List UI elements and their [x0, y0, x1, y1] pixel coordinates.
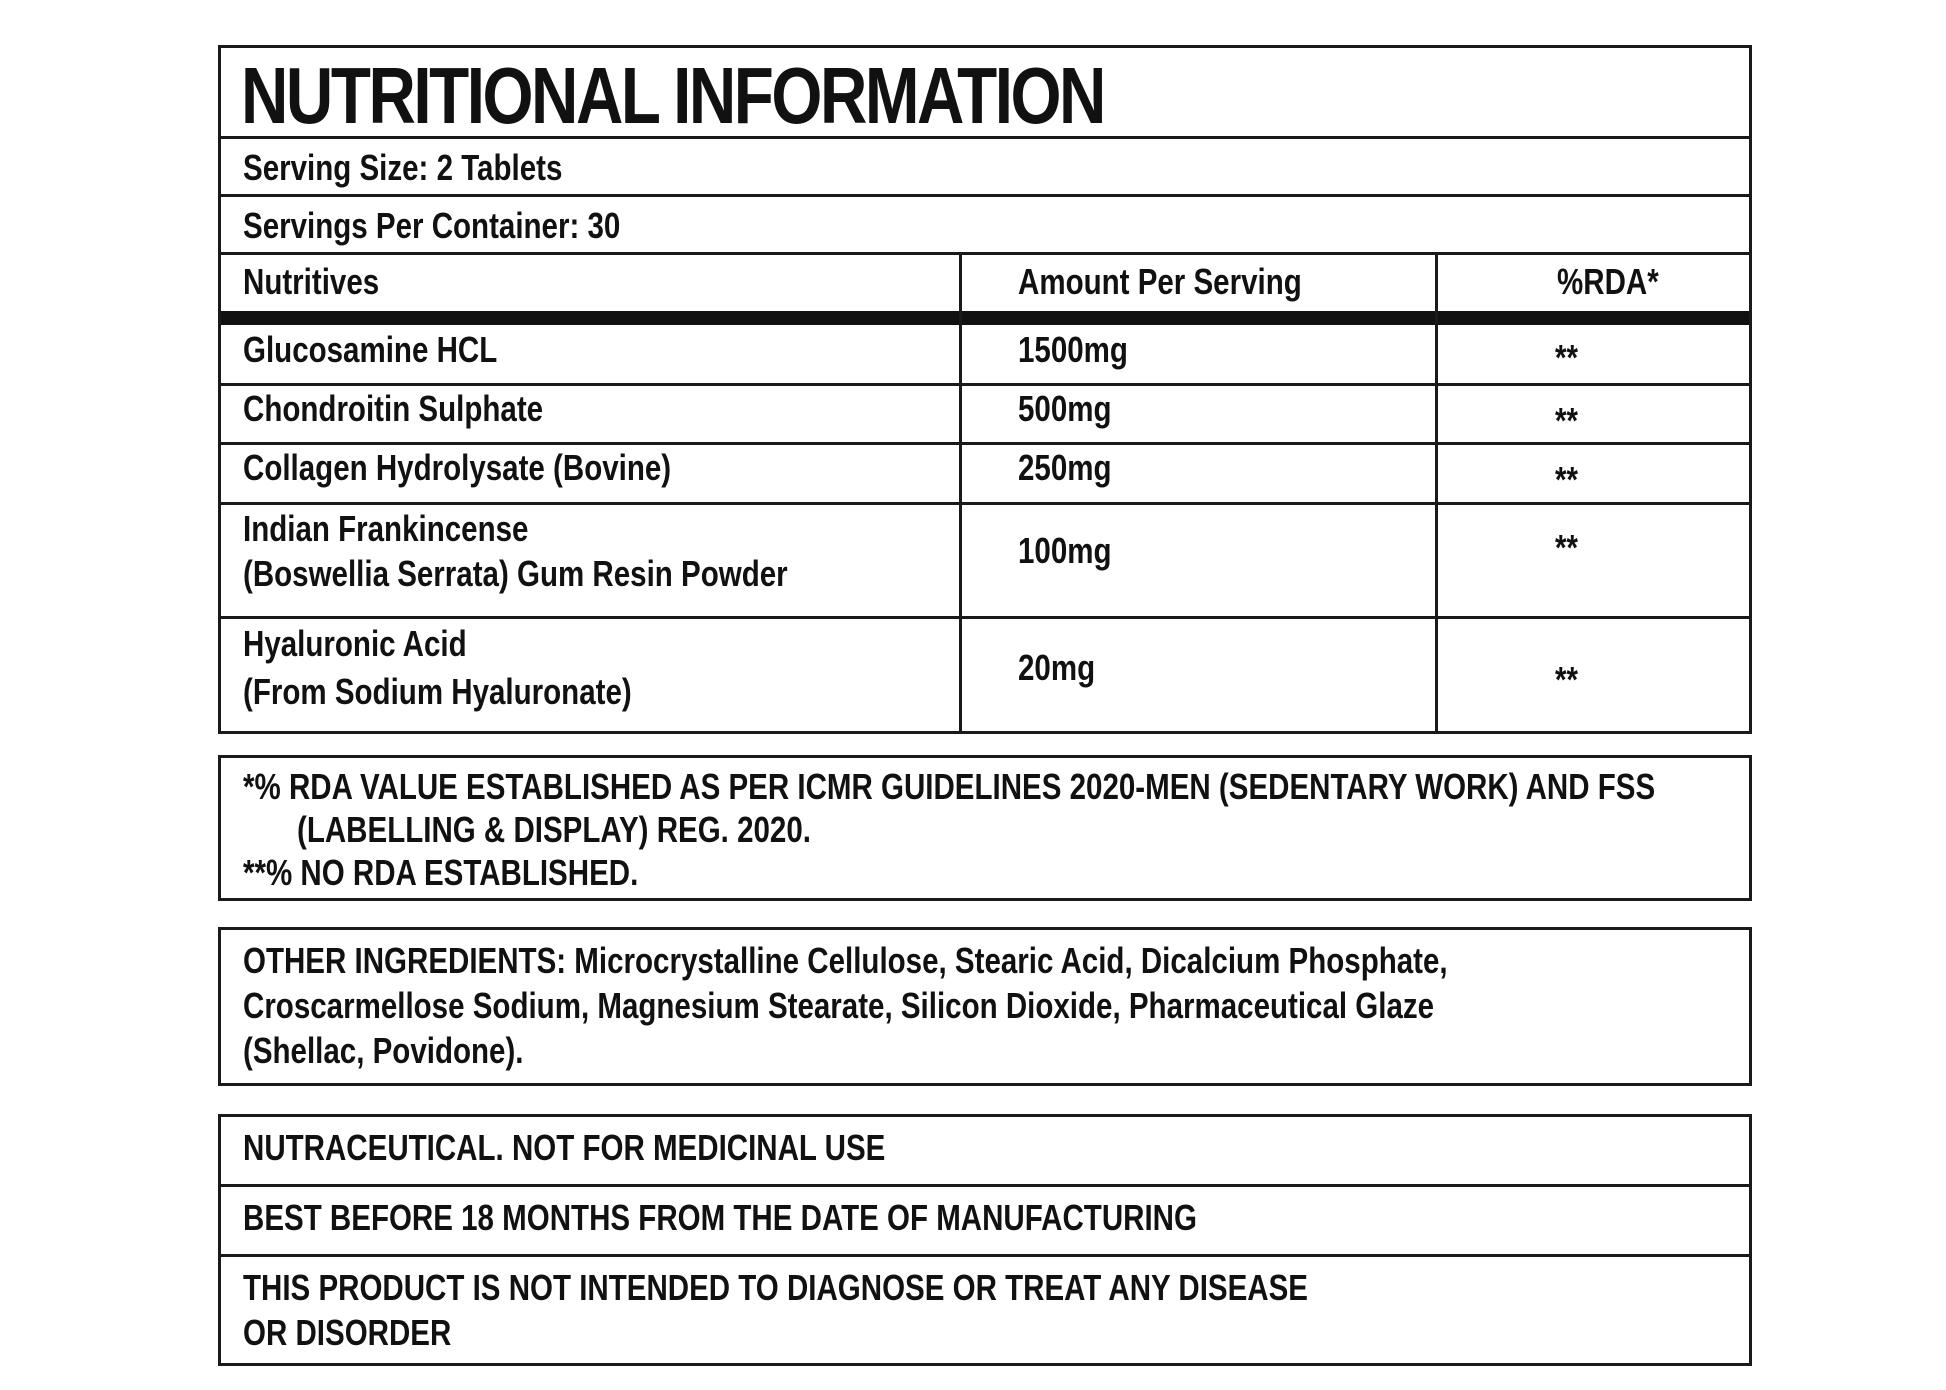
nutrient-amount: 20mg	[1018, 647, 1096, 688]
serving-size: Serving Size: 2 Tablets	[243, 147, 563, 188]
rda-note-line: (LABELLING & DISPLAY) REG. 2020.	[297, 809, 811, 850]
panel-title: NUTRITIONAL INFORMATION	[241, 51, 1104, 140]
serving-size-row	[221, 139, 1749, 197]
table-header-row	[221, 255, 1749, 311]
nutrient-name: Collagen Hydrolysate (Bovine)	[243, 447, 672, 488]
column-header-rda: %RDA*	[1557, 261, 1659, 302]
table-row	[221, 445, 1749, 505]
column-divider	[1435, 255, 1438, 734]
rda-note-line: *% RDA VALUE ESTABLISHED AS PER ICMR GUIDELINES 2020-MEN (SEDENTARY WORK) AND FSS	[243, 766, 1656, 807]
disclaimer-row	[221, 1257, 1749, 1363]
disclaimer-text-continued: OR DISORDER	[243, 1312, 452, 1353]
table-row	[221, 386, 1749, 445]
nutrient-name-continued: (From Sodium Hyaluronate)	[243, 671, 632, 712]
other-ingredients-line: Croscarmellose Sodium, Magnesium Stearate, Silicon Dioxide, Pharmaceutical Glaze	[243, 985, 1435, 1026]
table-row	[221, 619, 1749, 734]
rda-notes-panel	[218, 755, 1752, 901]
other-ingredients-panel	[218, 927, 1752, 1086]
nutrient-amount: 1500mg	[1018, 329, 1128, 370]
other-ingredients-line: (Shellac, Povidone).	[243, 1030, 524, 1071]
nutrient-rda: **	[1555, 337, 1578, 378]
other-ingredients-label: OTHER INGREDIENTS:	[243, 940, 567, 981]
header-divider	[221, 311, 1749, 325]
nutrient-amount: 500mg	[1018, 388, 1112, 429]
other-ingredients-line	[243, 940, 1448, 982]
nutrient-name: Indian Frankincense	[243, 508, 529, 549]
servings-per-container-row	[221, 197, 1749, 255]
disclaimer-text: BEST BEFORE 18 MONTHS FROM THE DATE OF MANUFACTURING	[243, 1197, 1197, 1238]
disclaimer-row	[221, 1187, 1749, 1257]
column-divider	[959, 255, 962, 734]
title-row	[221, 48, 1749, 139]
other-ingredients-text: Microcrystalline Cellulose, Stearic Acid, Dicalcium Phosphate,	[574, 940, 1448, 981]
disclaimer-text: THIS PRODUCT IS NOT INTENDED TO DIAGNOSE OR TREAT ANY DISEASE	[243, 1267, 1309, 1308]
nutrient-name: Glucosamine HCL	[243, 329, 498, 370]
nutrient-name: Chondroitin Sulphate	[243, 388, 544, 429]
column-header-amount: Amount Per Serving	[1018, 261, 1302, 302]
table-row	[221, 505, 1749, 619]
disclaimer-text: NUTRACEUTICAL. NOT FOR MEDICINAL USE	[243, 1127, 886, 1168]
nutrient-rda: **	[1555, 659, 1578, 700]
table-row	[221, 325, 1749, 386]
nutrient-amount: 250mg	[1018, 447, 1112, 488]
nutrition-facts-panel	[218, 45, 1752, 734]
nutrient-amount: 100mg	[1018, 530, 1112, 571]
rda-note-line: **% NO RDA ESTABLISHED.	[243, 852, 639, 893]
disclaimer-panel	[218, 1114, 1752, 1366]
column-header-nutritives: Nutritives	[243, 261, 380, 302]
nutrient-rda: **	[1555, 527, 1578, 568]
nutrient-rda: **	[1555, 459, 1578, 500]
disclaimer-row	[221, 1117, 1749, 1187]
nutrient-name-continued: (Boswellia Serrata) Gum Resin Powder	[243, 553, 788, 594]
nutrient-rda: **	[1555, 400, 1578, 441]
servings-per-container: Servings Per Container: 30	[243, 205, 621, 246]
nutrient-name: Hyaluronic Acid	[243, 623, 467, 664]
